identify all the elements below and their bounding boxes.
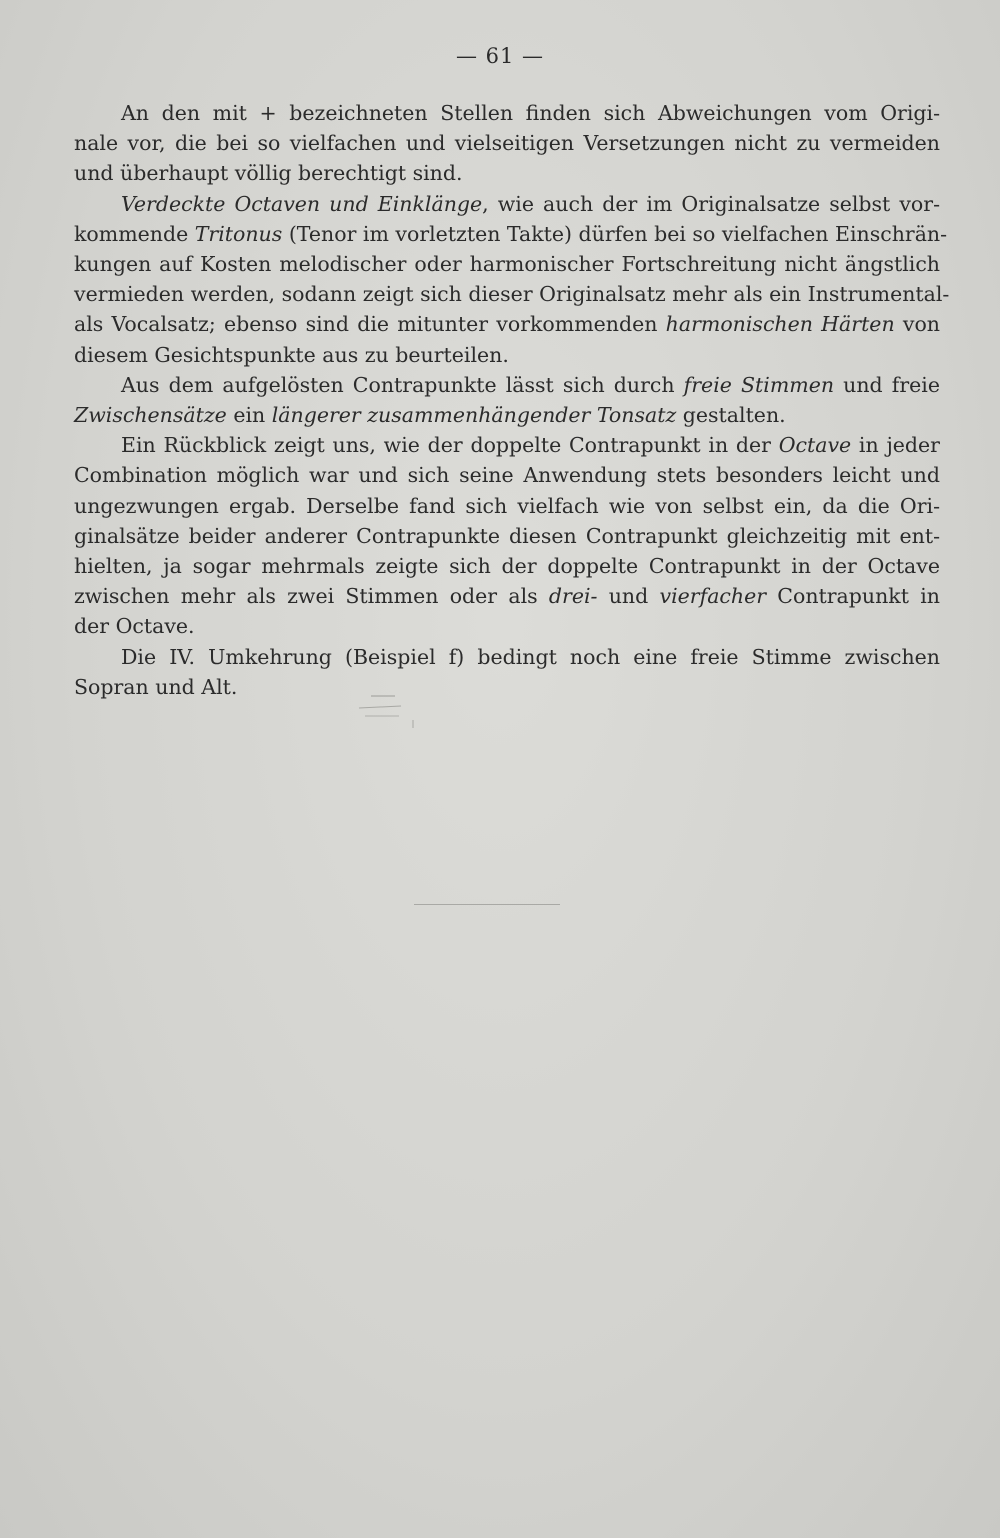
text-line — [74, 430, 940, 460]
italic-phrase: Tritonus — [194, 221, 283, 246]
text-line — [74, 551, 940, 581]
text-run: diesem Gesichtspunkte aus zu beurteilen. — [74, 342, 509, 367]
bleed-through-rule — [414, 904, 560, 905]
text-run: (Tenor im vorletzten Takte) dürfen bei so vielfachen Einschrän- — [282, 221, 948, 246]
text-line — [74, 642, 940, 672]
text-run: in jeder — [851, 433, 940, 458]
italic-phrase: Octave — [778, 433, 852, 458]
page-number: — 61 — — [455, 44, 545, 68]
text-line — [74, 521, 940, 551]
text-run: , wie auch der im Originalsatze selbst vor- — [482, 191, 940, 216]
text-line — [74, 611, 940, 641]
faint-pen-mark — [355, 690, 415, 730]
text-line: An den mit + bezeichneten Stellen finden sich Abweichungen vom Origi- — [121, 101, 940, 125]
text-line — [74, 491, 940, 521]
text-run: ungezwungen ergab. Derselbe fand sich vielfach wie von selbst ein, da die Ori- — [74, 493, 940, 518]
text-run: von — [894, 312, 940, 337]
text-run: gestalten. — [676, 403, 786, 428]
text-line — [74, 370, 940, 400]
text-line — [74, 400, 940, 430]
italic-phrase: harmonischen Härten — [665, 312, 895, 337]
text-line — [74, 189, 940, 219]
text-run: Combination möglich war und sich seine Anwendung stets besonders leicht und — [74, 463, 940, 488]
text-line — [74, 279, 950, 309]
text-line: und überhaupt völlig berechtigt sind. — [74, 161, 463, 186]
paragraph-3 — [74, 370, 940, 430]
text-line — [74, 581, 940, 611]
text-run: ginalsätze beider anderer Contrapunkte diesen Contrapunkt gleichzeitig mit ent- — [74, 523, 940, 548]
text-run: Sopran und Alt. — [74, 674, 238, 699]
text-run: kommende — [74, 221, 195, 246]
italic-phrase: Verdeckte Octaven und Einklänge — [121, 191, 483, 216]
text-run: Die IV. Umkehrung (Beispiel f) bedingt noch eine freie Stimme zwischen — [121, 644, 940, 669]
text-line — [74, 309, 940, 339]
text-run: Aus dem aufgelösten Contrapunkte lässt sich durch — [121, 372, 684, 397]
text-run: und — [597, 584, 660, 609]
text-line — [74, 340, 940, 370]
italic-phrase: längerer zusammenhängender Tonsatz — [271, 403, 677, 428]
text-run: vermieden werden, sodann zeigt sich dieser Originalsatz mehr als ein Instrumental- — [74, 282, 950, 307]
paragraph-4 — [74, 430, 940, 641]
text-line — [74, 219, 948, 249]
paragraph-1 — [74, 98, 940, 189]
text-run: der Octave. — [74, 614, 195, 639]
text-line — [74, 460, 940, 490]
body-text — [74, 98, 950, 702]
text-run: zwischen mehr als zwei Stimmen oder als — [74, 584, 549, 609]
italic-phrase: vierfacher — [659, 584, 767, 609]
italic-phrase: freie Stimmen — [683, 372, 835, 397]
text-run: Ein Rückblick zeigt uns, wie der doppelte Contrapunkt in der — [121, 433, 779, 458]
text-line: nale vor, die bei so vielfachen und vielseitigen Versetzungen nicht zu vermeiden — [74, 131, 940, 156]
text-run: und freie — [834, 372, 940, 397]
text-run: als Vocalsatz; ebenso sind die mitunter vorkommenden — [74, 312, 666, 337]
italic-phrase: drei- — [548, 584, 598, 609]
italic-phrase: Zwischensätze — [74, 403, 227, 428]
text-line — [74, 249, 940, 279]
text-run: Contrapunkt in — [766, 584, 940, 609]
paragraph-2 — [74, 189, 950, 370]
text-run: hielten, ja sogar mehrmals zeigte sich der doppelte Contrapunkt in der Octave — [74, 554, 940, 579]
text-run: kungen auf Kosten melodischer oder harmonischer Fortschreitung nicht ängstlich — [74, 252, 940, 277]
text-run: ein — [226, 403, 272, 428]
paragraph-5 — [74, 642, 940, 702]
text-line — [74, 672, 940, 702]
